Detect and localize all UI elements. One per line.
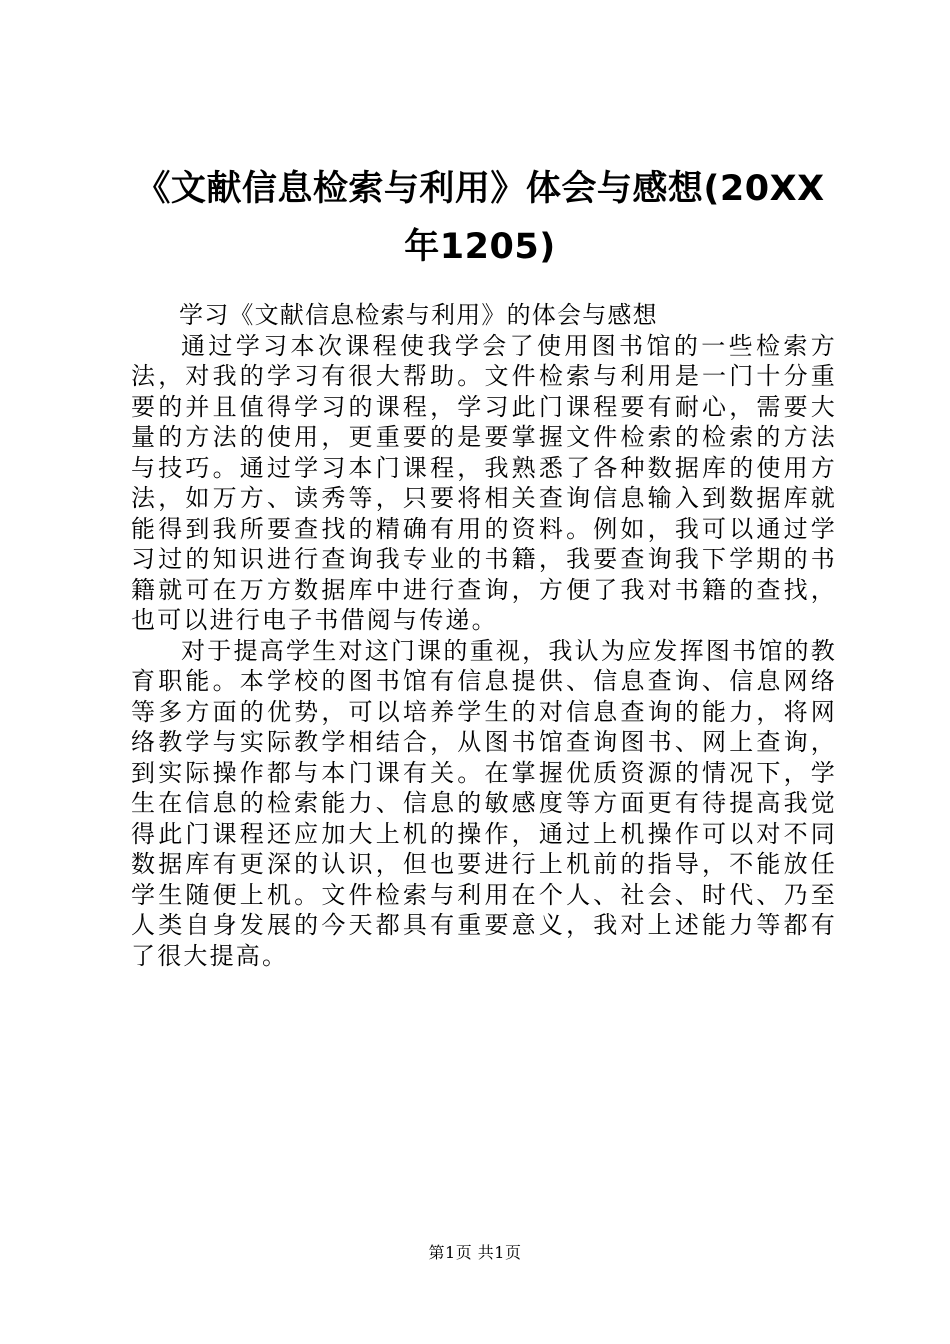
document-subtitle: 学习《文献信息检索与利用》的体会与感想	[179, 301, 658, 329]
body-paragraph-1: 通过学习本次课程使我学会了使用图书馆的一些检索方法，对我的学习有很大帮助。文件检索与利用是一门十分重要的并且值得学习的课程，学习此门课程要有耐心，需要大量的方法的使用，更重要的是要掌握文件检索的检索的方法与技巧。通过学习本门课程，我熟悉了各种数据库的使用方法，如万方、读秀等，只要将相关查询信息输入到数据库就能得到我所要查找的精确有用的资料。例如，我可以通过学习过的知识进行查询我专业的书籍，我要查询我下学期的书籍就可在万方数据库中进行查询，方便了我对书籍的查找，也可以进行电子书借阅与传递。	[131, 331, 837, 634]
body-paragraph-2: 对于提高学生对这门课的重视，我认为应发挥图书馆的教育职能。本学校的图书馆有信息提供、信息查询、信息网络等多方面的优势，可以培养学生的对信息查询的能力，将网络教学与实际教学相结合，从图书馆查询图书、网上查询，到实际操作都与本门课有关。在掌握优质资源的情况下，学生在信息的检索能力、信息的敏感度等方面更有待提高我觉得此门课程还应加大上机的操作，通过上机操作可以对不同数据库有更深的认识，但也要进行上机前的指导，不能放任学生随便上机。文件检索与利用在个人、社会、时代、乃至人类自身发展的今天都具有重要意义，我对上述能力等都有了很大提高。	[131, 636, 837, 970]
page-footer: 第1页 共1页	[428, 1243, 522, 1262]
document-body	[131, 300, 837, 971]
document-title: 《文献信息检索与利用》体会与感想(20XX年1205)	[135, 169, 825, 267]
